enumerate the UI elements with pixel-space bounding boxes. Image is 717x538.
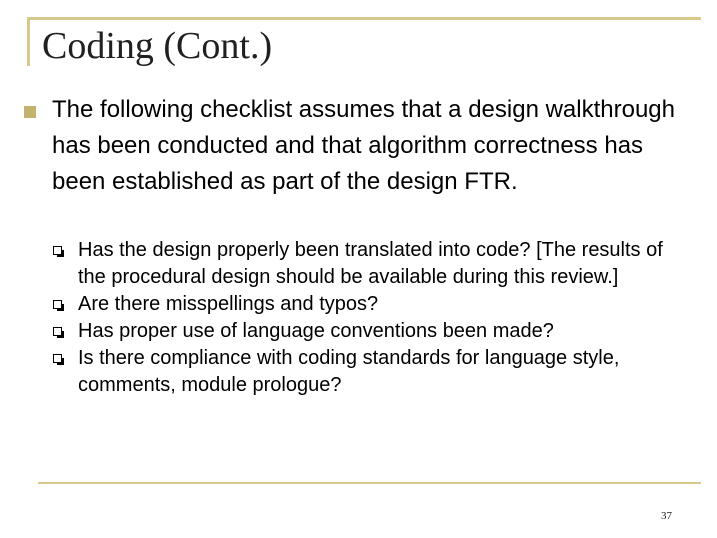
page-number: 37 xyxy=(661,510,672,522)
checklist-item xyxy=(78,318,688,345)
checklist xyxy=(78,237,688,399)
footer-divider xyxy=(38,482,701,484)
checklist-item-text: Has the design properly been translated into code? [The results of the procedural design should be available during this review.] xyxy=(78,239,663,288)
slide-title: Coding (Cont.) xyxy=(42,25,273,67)
checklist-item-text: Is there compliance with coding standards for language style, comments, module prologue? xyxy=(78,347,620,396)
checklist-item xyxy=(78,237,688,291)
main-bullet-text: The following checklist assumes that a design walkthrough has been conducted and that algorithm correctness has been established as part of the design FTR. xyxy=(52,96,675,195)
checklist-item xyxy=(78,345,688,399)
square-bullet-icon xyxy=(24,106,36,118)
title-accent-vertical xyxy=(27,17,30,66)
checkbox-bullet-icon xyxy=(53,300,62,309)
checklist-item-text: Are there misspellings and typos? xyxy=(78,293,379,315)
checklist-item-text: Has proper use of language conventions been made? xyxy=(78,320,554,342)
title-accent-horizontal xyxy=(27,17,701,20)
checkbox-bullet-icon xyxy=(53,246,62,255)
checklist-item xyxy=(78,291,688,318)
checkbox-bullet-icon xyxy=(53,354,62,363)
checkbox-bullet-icon xyxy=(53,327,62,336)
